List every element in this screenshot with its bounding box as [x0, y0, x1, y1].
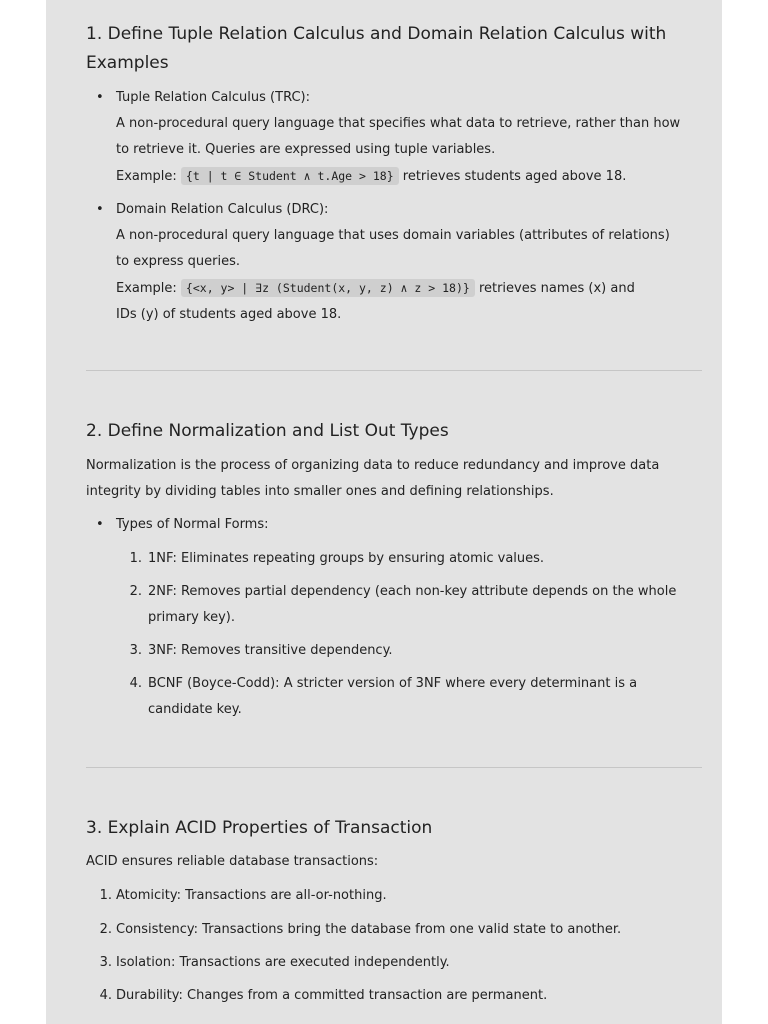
normal-form-item	[148, 546, 702, 572]
bullet-dot: •	[96, 90, 104, 105]
trc-desc-line2: to retrieve it. Queries are expressed using tuple variables.	[116, 142, 496, 157]
acid-item: Isolation: Transactions are executed independently.	[116, 955, 450, 970]
list-number: 4.	[129, 676, 142, 691]
drc-example-line2: IDs (y) of students aged above 18.	[116, 307, 342, 322]
normalization-intro-line2: integrity by dividing tables into smaller ones and defining relationships.	[86, 484, 554, 499]
list-number: 4.	[99, 988, 112, 1003]
trc-example-label: Example:	[116, 169, 177, 184]
normal-form-text-cont: candidate key.	[148, 702, 242, 717]
drc-label: Domain Relation Calculus (DRC):	[116, 202, 329, 217]
section-1-title-line1: 1. Define Tuple Relation Calculus and Domain Relation Calculus with	[86, 24, 667, 44]
drc-example-after: retrieves names (x) and	[478, 281, 635, 296]
section-3-title: 3. Explain ACID Properties of Transaction	[86, 818, 433, 838]
normal-form-text: BCNF (Boyce-Codd): A stricter version of 3NF where every determinant is a	[148, 676, 638, 691]
acid-item: Atomicity: Transactions are all-or-nothing.	[116, 888, 387, 903]
drc-desc-line2: to express queries.	[116, 254, 240, 269]
list-number: 3.	[129, 643, 142, 658]
normal-form-text: 1NF: Eliminates repeating groups by ensuring atomic values.	[148, 551, 545, 566]
normal-forms-bullet: Types of Normal Forms:	[116, 517, 269, 532]
list-number: 3.	[99, 955, 112, 970]
list-number: 1.	[99, 888, 112, 903]
trc-example-after: retrieves students aged above 18.	[402, 169, 627, 184]
normalization-intro	[86, 453, 696, 505]
section-2-title: 2. Define Normalization and List Out Types	[86, 421, 449, 441]
trc-label: Tuple Relation Calculus (TRC):	[116, 90, 310, 105]
normal-form-text: 2NF: Removes partial dependency (each non-key attribute depends on the whole	[148, 584, 677, 599]
normal-form-item	[148, 638, 702, 664]
bullet-dot: •	[96, 517, 104, 532]
normalization-intro-line1: Normalization is the process of organizing data to reduce redundancy and improve data	[86, 458, 660, 473]
drc-item	[116, 197, 702, 328]
section-1-title-line2: Examples	[86, 53, 169, 73]
normal-form-item	[148, 579, 702, 631]
list-number: 2.	[99, 922, 112, 937]
normal-form-text: 3NF: Removes transitive dependency.	[148, 643, 393, 658]
trc-item	[116, 85, 702, 190]
section-divider	[86, 767, 702, 768]
list-number: 1.	[129, 551, 142, 566]
normal-form-text-cont: primary key).	[148, 610, 235, 625]
section-1-title	[86, 20, 686, 78]
acid-intro: ACID ensures reliable database transactions:	[86, 854, 379, 869]
document-page	[46, 0, 722, 1024]
trc-example-code: {t | t ∈ Student ∧ t.Age > 18}	[181, 167, 399, 185]
drc-desc-line1: A non-procedural query language that uses domain variables (attributes of relations)	[116, 228, 670, 243]
section-divider	[86, 370, 702, 371]
acid-item: Consistency: Transactions bring the database from one valid state to another.	[116, 922, 622, 937]
list-number: 2.	[129, 584, 142, 599]
normal-form-item	[148, 671, 702, 723]
drc-example-label: Example:	[116, 281, 177, 296]
bullet-dot: •	[96, 202, 104, 217]
trc-desc-line1: A non-procedural query language that specifies what data to retrieve, rather than how	[116, 116, 681, 131]
drc-example-code: {<x, y> | ∃z (Student(x, y, z) ∧ z > 18)}	[181, 279, 475, 297]
acid-item: Durability: Changes from a committed transaction are permanent.	[116, 988, 548, 1003]
